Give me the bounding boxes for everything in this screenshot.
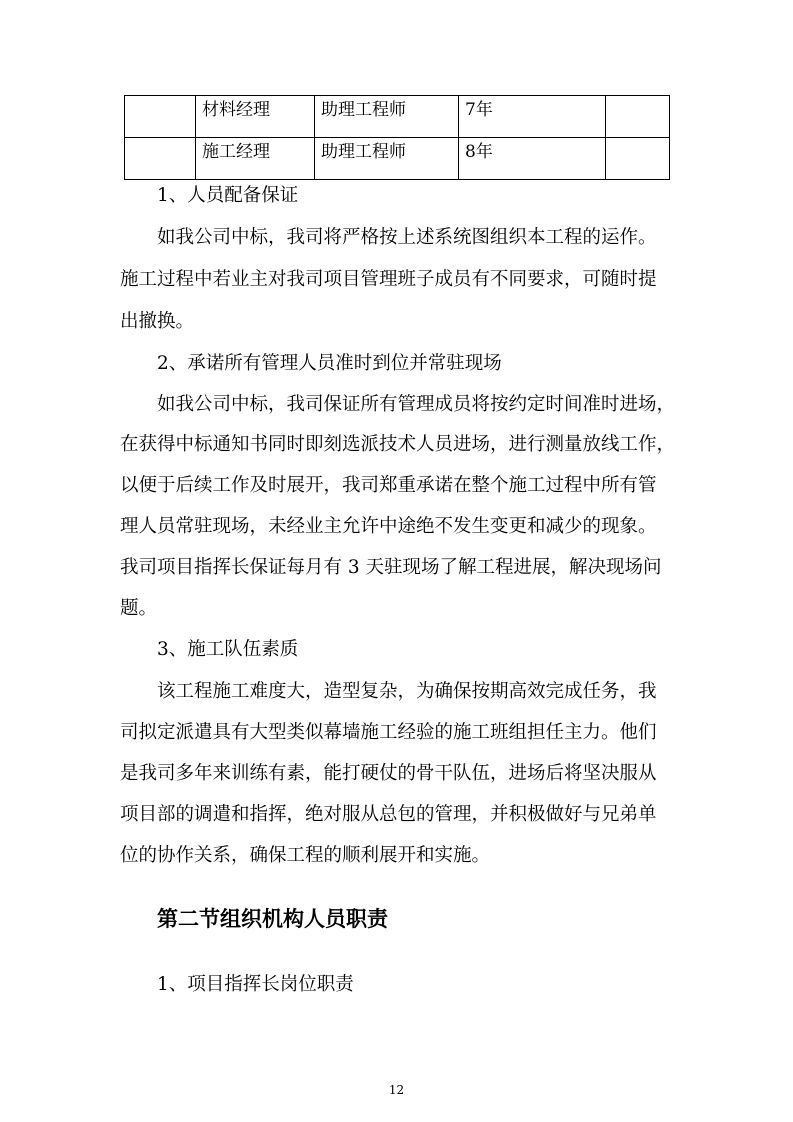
staff-table xyxy=(124,95,670,180)
table-cell xyxy=(125,138,196,180)
table-cell: 助理工程师 xyxy=(315,96,459,138)
table-cell: 助理工程师 xyxy=(315,138,459,180)
chapter-heading: 第二节组织机构人员职责 xyxy=(157,907,388,931)
paragraph-line: 如我公司中标，我司保证所有管理成员将按约定时间准时进场， xyxy=(157,394,676,415)
table-cell: 8年 xyxy=(459,138,606,180)
paragraph-line: 在获得中标通知书同时即刻选派技术人员进场，进行测量放线工作， xyxy=(120,434,676,455)
paragraph-line: 施工过程中若业主对我司项目管理班子成员有不同要求，可随时提 xyxy=(120,269,657,290)
page-number: 12 xyxy=(388,1083,405,1097)
paragraph-line: 位的协作关系，确保工程的顺利展开和实施。 xyxy=(120,845,491,866)
section-title: 3、施工队伍素质 xyxy=(157,639,299,660)
paragraph-line: 该工程施工难度大，造型复杂，为确保按期高效完成任务，我 xyxy=(157,681,657,702)
table-cell: 7年 xyxy=(459,96,606,138)
paragraph-line: 司拟定派遣具有大型类似幕墙施工经验的施工班组担任主力。他们 xyxy=(120,722,657,743)
paragraph-line: 理人员常驻现场，未经业主允许中途绝不发生变更和减少的现象。 xyxy=(120,516,657,537)
table-cell xyxy=(606,138,670,180)
paragraph-line: 以便于后续工作及时展开，我司郑重承诺在整个施工过程中所有管 xyxy=(120,475,657,496)
paragraph-line: 项目部的调遣和指挥，绝对服从总包的管理，并积极做好与兄弟单 xyxy=(120,804,657,825)
table-row xyxy=(125,138,670,180)
paragraph-line: 是我司多年来训练有素，能打硬仗的骨干队伍，进场后将坚决服从 xyxy=(120,763,657,784)
section-title: 1、人员配备保证 xyxy=(157,185,299,206)
section-title: 2、承诺所有管理人员准时到位并常驻现场 xyxy=(157,353,502,374)
paragraph-line: 出撤换。 xyxy=(120,311,195,332)
paragraph-line: 题。 xyxy=(120,598,158,619)
table-cell xyxy=(125,96,196,138)
table-cell: 材料经理 xyxy=(196,96,315,138)
table-cell xyxy=(606,96,670,138)
subsection-title: 1、项目指挥长岗位职责 xyxy=(157,974,354,995)
table-cell: 施工经理 xyxy=(196,138,315,180)
paragraph-line: 我司项目指挥长保证每月有 3 天驻现场了解工程进展，解决现场问 xyxy=(120,557,662,578)
paragraph-line: 如我公司中标，我司将严格按上述系统图组织本工程的运作。 xyxy=(157,227,657,248)
table-row xyxy=(125,96,670,138)
